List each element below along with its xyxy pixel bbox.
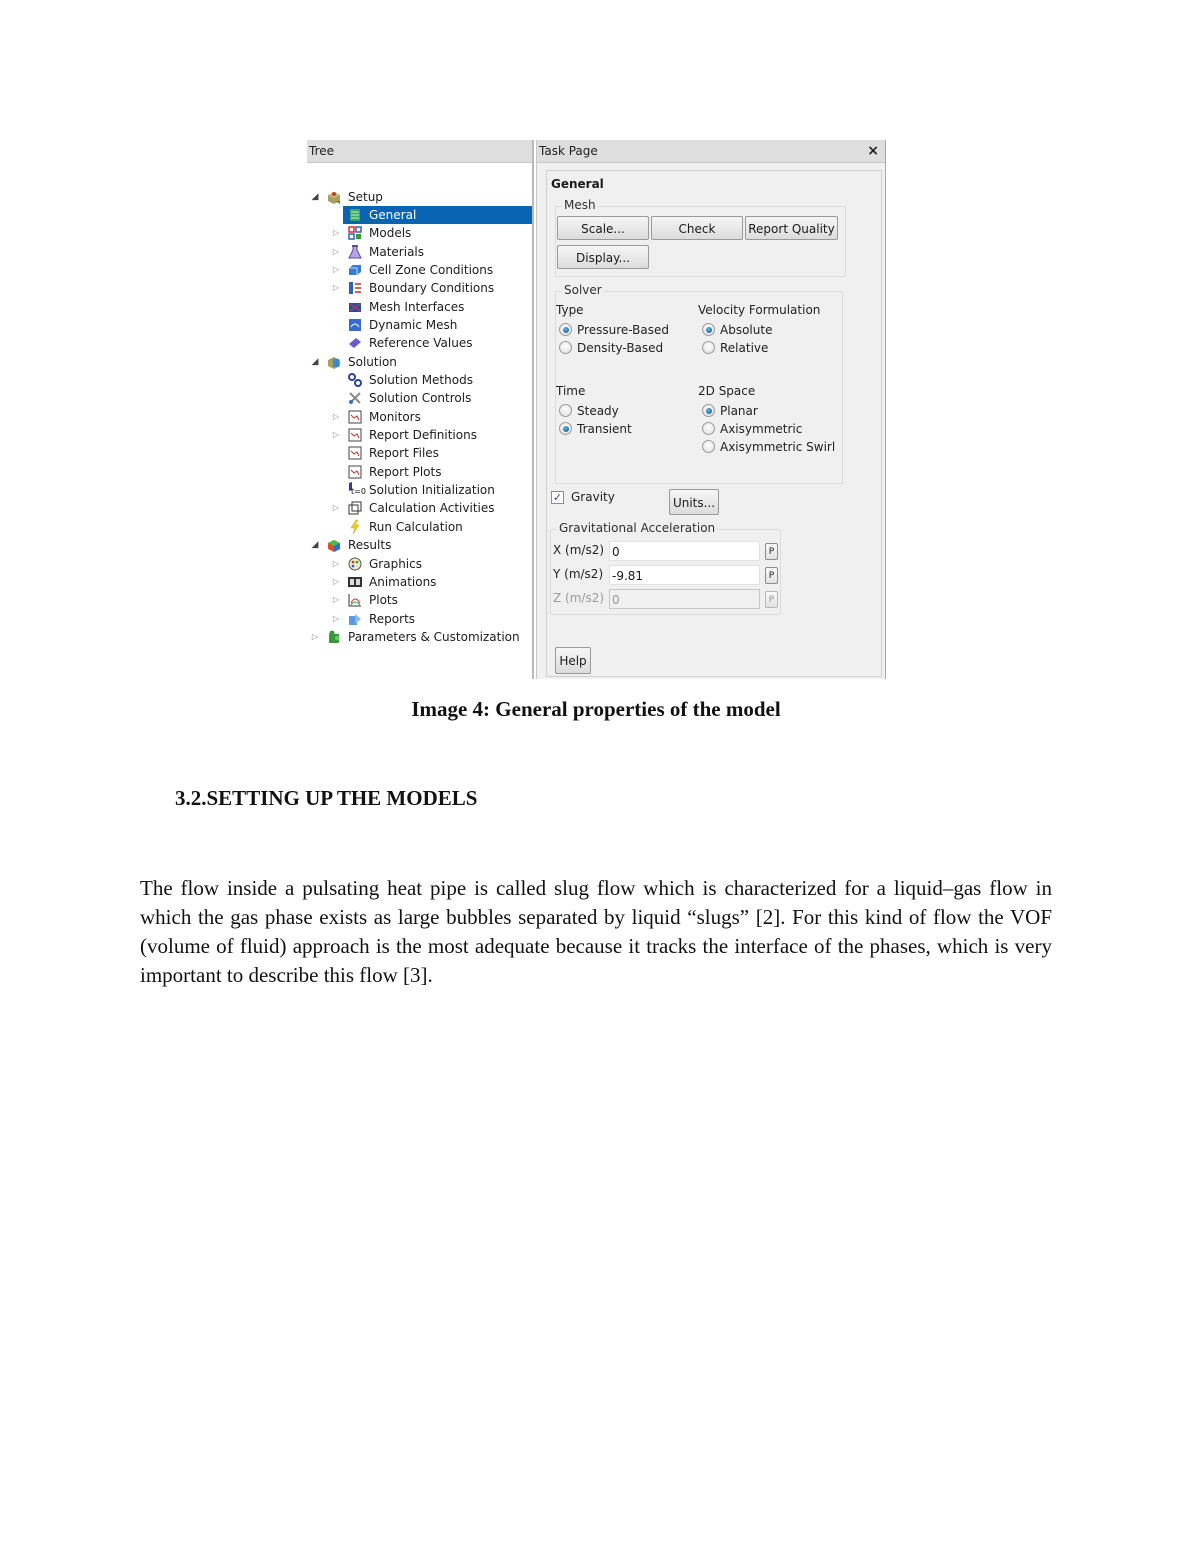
- tree-item-label: Results: [348, 538, 392, 552]
- t0-subscript: t=0: [351, 487, 366, 496]
- tree-item-report-files[interactable]: [307, 444, 532, 462]
- tree-item-boundary-conditions[interactable]: [307, 279, 532, 297]
- time-label: Time: [556, 384, 586, 398]
- type-label: Type: [556, 303, 584, 317]
- tree-item-plots[interactable]: [307, 591, 532, 609]
- tree-item-dynamic-mesh[interactable]: [307, 316, 532, 334]
- tree-item-general[interactable]: [307, 206, 532, 224]
- tree-item-label: Boundary Conditions: [369, 281, 495, 295]
- x-gravity-label: X (m/s2): [553, 543, 605, 557]
- tree-item-label: Materials: [369, 245, 425, 259]
- materials-flask-icon: [347, 244, 363, 260]
- reference-values-icon: [347, 335, 363, 351]
- expand-triangle-icon[interactable]: ▷: [332, 559, 340, 568]
- radio-button[interactable]: [702, 341, 715, 354]
- mesh-group-label: Mesh: [564, 198, 596, 212]
- report-files-icon: [347, 445, 363, 461]
- tree-item-mesh-interfaces[interactable]: [307, 298, 532, 316]
- models-icon: [347, 225, 363, 241]
- tree-item-label: Run Calculation: [369, 520, 463, 534]
- tree-item-calculation-activities[interactable]: [307, 499, 532, 517]
- gravity-label: Gravity: [571, 490, 615, 504]
- run-calculation-icon: [347, 519, 363, 535]
- task-page-panel: [536, 140, 886, 679]
- tree-item-results[interactable]: [307, 536, 532, 554]
- monitors-icon: [347, 409, 363, 425]
- y-parameter-button[interactable]: P: [765, 567, 778, 584]
- tree-item-label: Monitors: [369, 410, 421, 424]
- tree-item-label: Reference Values: [369, 336, 473, 350]
- tree-item-label: Report Plots: [369, 465, 442, 479]
- z-gravity-input: 0: [609, 589, 760, 609]
- tree-item-label: Dynamic Mesh: [369, 318, 458, 332]
- expand-triangle-icon[interactable]: ▷: [332, 283, 340, 292]
- gravitational-acceleration-label: Gravitational Acceleration: [559, 521, 716, 535]
- body-paragraph: The flow inside a pulsating heat pipe is called slug flow which is characterized for a liquid–gas flow in which the gas phase exists as large bubbles separated by liquid “slugs” [2]. For this kind of flow the VOF (volume of fluid) approach is the most adequate because it tracks the interface of the phases, which is very important to describe this flow [3].: [140, 876, 1052, 987]
- tree-item-label: Report Definitions: [369, 428, 477, 442]
- tree-item-models[interactable]: [307, 224, 532, 242]
- tree-item-setup[interactable]: [307, 188, 532, 206]
- tree-item-label: Setup: [348, 190, 383, 204]
- reports-icon: [347, 611, 363, 627]
- tree-panel: [307, 140, 534, 679]
- plots-icon: [347, 592, 363, 608]
- tree-item-solution-controls[interactable]: [307, 389, 532, 407]
- tree-item-label: Solution Controls: [369, 391, 472, 405]
- tree-item-label: Solution Initialization: [369, 483, 495, 497]
- radio-button[interactable]: [702, 422, 715, 435]
- display-button[interactable]: Display...: [557, 245, 649, 269]
- tree-item-label: Reports: [369, 612, 416, 626]
- mesh-group: [555, 198, 846, 277]
- radio-button[interactable]: [702, 440, 715, 453]
- tree-item-monitors[interactable]: [307, 408, 532, 426]
- tree-item-label: Models: [369, 226, 412, 240]
- tree-item-label: Graphics: [369, 557, 422, 571]
- scale-button[interactable]: Scale...: [557, 216, 649, 240]
- tree-item-label: Cell Zone Conditions: [369, 263, 494, 277]
- velocity-formulation-label: Velocity Formulation: [698, 303, 821, 317]
- section-heading: 3.2.SETTING UP THE MODELS: [175, 786, 478, 810]
- solution-controls-icon: [347, 390, 363, 406]
- collapse-triangle-icon[interactable]: ◢: [311, 357, 319, 367]
- task-page-header: [537, 140, 885, 163]
- units-button[interactable]: Units...: [669, 489, 719, 515]
- figure-caption: Image 4: General properties of the model: [411, 697, 781, 721]
- radio-button-selected[interactable]: [702, 404, 715, 417]
- tree-item-label: Plots: [369, 593, 398, 607]
- radio-button-selected[interactable]: [559, 422, 572, 435]
- 2d-space-label: 2D Space: [698, 384, 756, 398]
- tree-item-label: Animations: [369, 575, 437, 589]
- tree-item-animations[interactable]: [307, 573, 532, 591]
- section-title: General: [551, 177, 604, 191]
- expand-triangle-icon[interactable]: ▷: [332, 247, 340, 256]
- y-gravity-label: Y (m/s2): [553, 567, 604, 581]
- tree-item-label: Solution Methods: [369, 373, 473, 387]
- expand-triangle-icon[interactable]: ▷: [332, 577, 340, 586]
- report-definitions-icon: [347, 427, 363, 443]
- parameters-icon: [326, 629, 342, 645]
- tree-item-graphics[interactable]: [307, 555, 532, 573]
- tree-item-reference-values[interactable]: [307, 334, 532, 352]
- z-gravity-label: Z (m/s2): [553, 591, 605, 605]
- calculation-activities-icon: [347, 500, 363, 516]
- report-quality-button[interactable]: Report Quality: [745, 216, 838, 240]
- expand-triangle-icon[interactable]: ▷: [332, 430, 340, 439]
- tree-item-label: Parameters & Customization: [348, 630, 520, 644]
- report-plots-icon: [347, 464, 363, 480]
- tree-item-label: General: [369, 208, 417, 222]
- general-task-page: [546, 170, 882, 677]
- tree-item-report-plots[interactable]: [307, 463, 532, 481]
- tree-item-parameters-customization[interactable]: [307, 628, 532, 646]
- animations-film-icon: [347, 574, 363, 590]
- tree-item-reports[interactable]: [307, 610, 532, 628]
- help-button[interactable]: Help: [555, 647, 591, 674]
- expand-triangle-icon[interactable]: ▷: [311, 632, 319, 641]
- tree-item-run-calculation[interactable]: [307, 518, 532, 536]
- graphics-palette-icon: [347, 556, 363, 572]
- x-parameter-button[interactable]: P: [765, 543, 778, 560]
- tree-item-solution-methods[interactable]: [307, 371, 532, 389]
- radio-button-selected[interactable]: [559, 323, 572, 336]
- expand-triangle-icon[interactable]: ▷: [332, 412, 340, 421]
- tree-item-label: Solution: [348, 355, 397, 369]
- tree-item-solution[interactable]: [307, 353, 532, 371]
- tree-item-cell-zone-conditions[interactable]: [307, 261, 532, 279]
- radio-button-selected[interactable]: [702, 323, 715, 336]
- solution-initialization-icon: [347, 482, 366, 498]
- setup-icon: [326, 189, 342, 205]
- expand-triangle-icon[interactable]: ▷: [332, 595, 340, 604]
- radio-button[interactable]: [559, 404, 572, 417]
- expand-triangle-icon[interactable]: ▷: [332, 228, 340, 237]
- general-icon: [347, 207, 363, 223]
- gravitational-acceleration-group: [550, 521, 781, 615]
- cell-zone-icon: [347, 262, 363, 278]
- tree-item-materials[interactable]: [307, 243, 532, 261]
- close-icon[interactable]: ×: [867, 143, 879, 159]
- tree-item-label: Mesh Interfaces: [369, 300, 465, 314]
- solver-group: Solver Type Pressure-Based Density-Based Velocity Formulation Absolute Relative Time Steady Transient 2D Space Planar Axisymmetric Axisymmetric Swirl: [555, 291, 843, 484]
- tree-panel-header: Tree: [307, 140, 532, 163]
- boundary-conditions-icon: [347, 280, 363, 296]
- task-page-title: Task Page: [539, 144, 598, 158]
- expand-triangle-icon[interactable]: ▷: [332, 265, 340, 274]
- expand-triangle-icon[interactable]: ▷: [332, 503, 340, 512]
- dynamic-mesh-icon: [347, 317, 363, 333]
- fluent-screenshot: [307, 140, 884, 679]
- radio-button[interactable]: [559, 341, 572, 354]
- collapse-triangle-icon[interactable]: ◢: [311, 192, 319, 202]
- expand-triangle-icon[interactable]: ▷: [332, 614, 340, 623]
- gravity-checkbox[interactable]: ✓: [552, 491, 563, 504]
- solver-group-label: Solver: [564, 283, 602, 297]
- collapse-triangle-icon[interactable]: ◢: [311, 540, 319, 550]
- solution-icon: [326, 354, 342, 370]
- mesh-interfaces-icon: [347, 299, 363, 315]
- tree-item-solution-initialization[interactable]: [307, 481, 532, 499]
- tree-item-label: Report Files: [369, 446, 439, 460]
- z-parameter-button: P: [765, 591, 778, 608]
- check-button[interactable]: Check: [651, 216, 743, 240]
- tree-item-report-definitions[interactable]: [307, 426, 532, 444]
- x-gravity-input[interactable]: 0: [609, 541, 760, 561]
- tree-item-label: Calculation Activities: [369, 501, 495, 515]
- solution-methods-icon: [347, 372, 363, 388]
- results-icon: [326, 537, 342, 553]
- y-gravity-input[interactable]: -9.81: [609, 565, 760, 585]
